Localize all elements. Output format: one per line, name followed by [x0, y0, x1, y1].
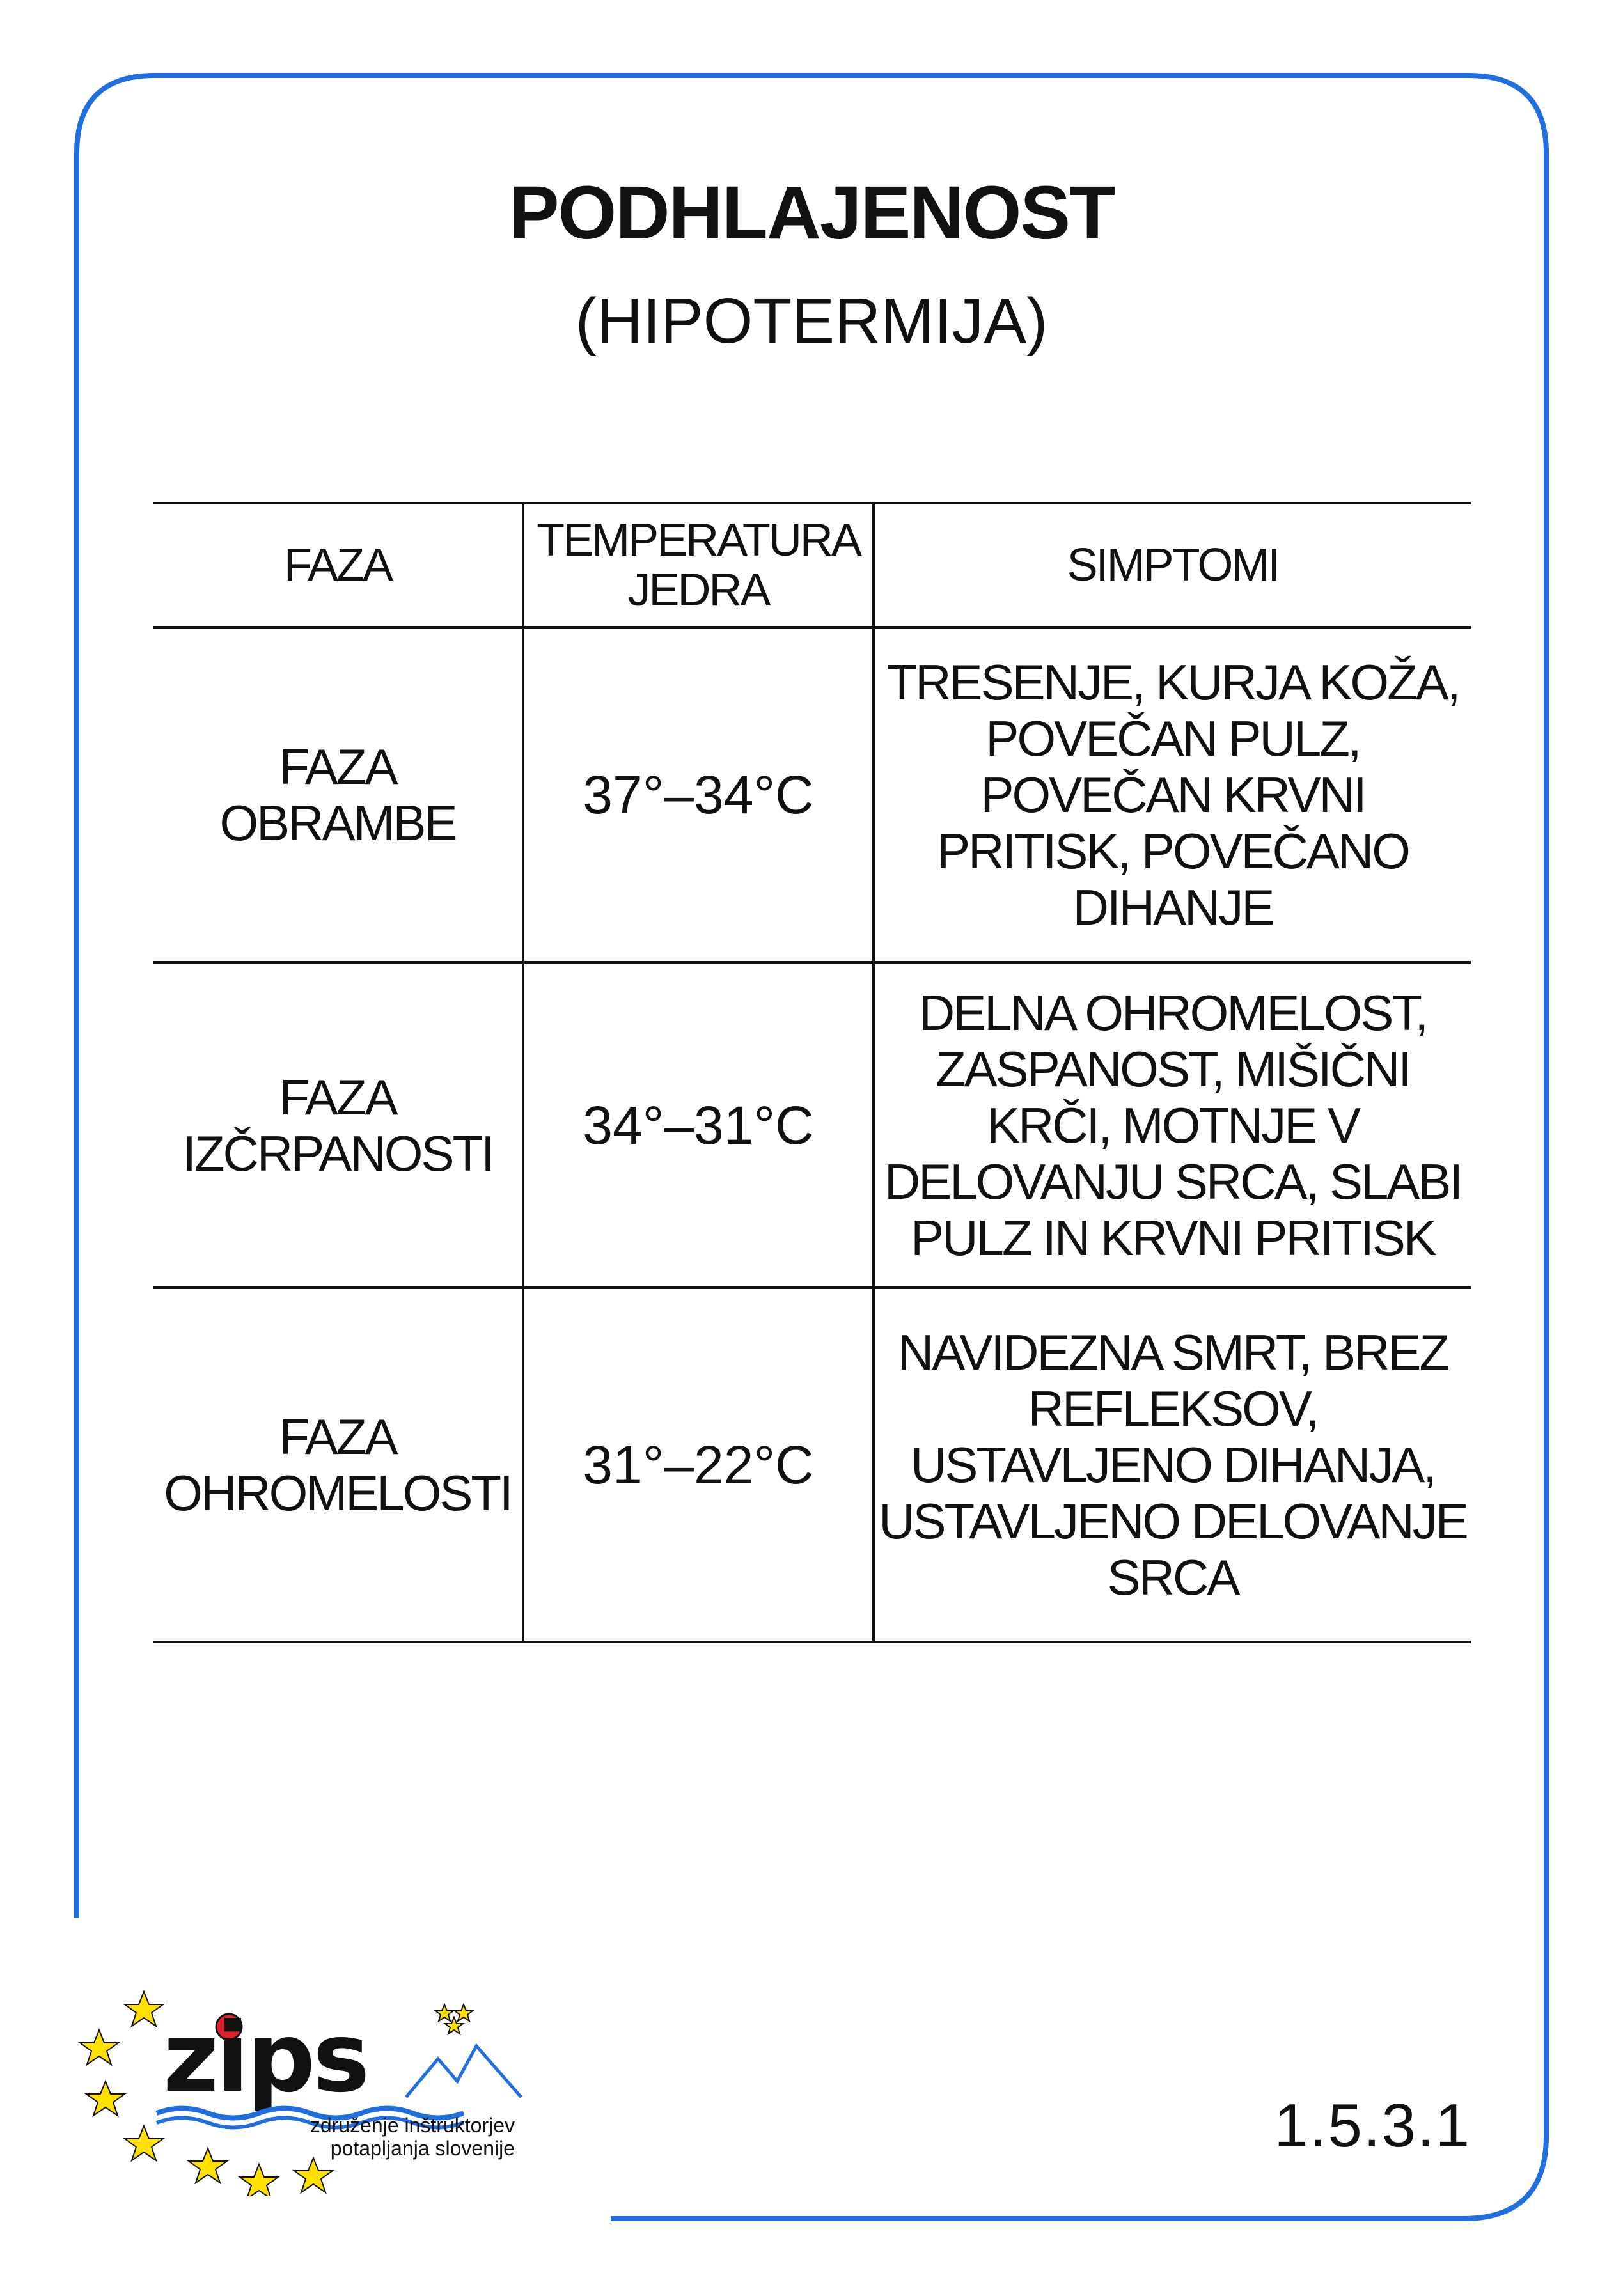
cell-temperatura: 34°–31°C	[523, 962, 874, 1288]
cell-faza: FAZA OHROMELOSTI	[153, 1288, 523, 1642]
cell-temperatura: 31°–22°C	[523, 1288, 874, 1642]
cell-faza: FAZA OBRAMBE	[153, 627, 523, 962]
page-code: 1.5.3.1	[1274, 2091, 1471, 2160]
cell-faza: FAZA IZČRPANOSTI	[153, 962, 523, 1288]
page-subtitle: (HIPOTERMIJA)	[575, 285, 1048, 357]
table-header-row	[153, 503, 1471, 627]
header-faza: FAZA	[153, 503, 523, 627]
page-title: PODHLAJENOST	[508, 171, 1115, 255]
table-row	[153, 1288, 1471, 1642]
header-simptomi: SIMPTOMI	[874, 503, 1471, 627]
cell-simptomi: NAVIDEZNA SMRT, BREZ REFLEKSOV, USTAVLJENO DIHANJA, USTAVLJENO DELOVANJE SRCA	[874, 1288, 1471, 1642]
logo-wordmark: zips	[163, 2003, 368, 2114]
table-row	[153, 627, 1471, 962]
mountain-icon	[406, 2046, 521, 2097]
table-row	[153, 962, 1471, 1288]
hypothermia-table	[153, 502, 1471, 1643]
logo-text-line2: potapljanja slovenije	[330, 2137, 515, 2160]
cell-simptomi: TRESENJE, KURJA KOŽA, POVEČAN PULZ, POVEČAN KRVNI PRITISK, POVEČANO DIHANJE	[874, 627, 1471, 962]
logo-text-line1: združenje inštruktorjev	[310, 2114, 515, 2137]
header-temperatura: TEMPERATURA JEDRA	[523, 503, 874, 627]
cell-temperatura: 37°–34°C	[523, 627, 874, 962]
zips-logo	[74, 1985, 560, 2196]
cell-simptomi: DELNA OHROMELOST, ZASPANOST, MIŠIČNI KRČI, MOTNJE V DELOVANJU SRCA, SLABI PULZ IN KRVNI PRITISK	[874, 962, 1471, 1288]
